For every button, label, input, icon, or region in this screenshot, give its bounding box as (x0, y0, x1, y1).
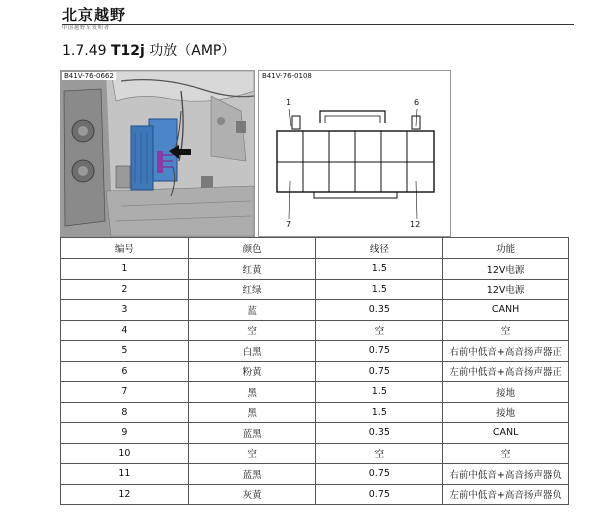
table-row (61, 423, 569, 444)
pin-label-1: 1 (286, 98, 292, 107)
pin-label-12: 12 (410, 220, 421, 229)
section-number: 1.7.49 (62, 43, 107, 59)
table-row (61, 320, 569, 341)
pin-label-7: 7 (286, 220, 292, 229)
wire-color-cell: 黑 (188, 382, 316, 403)
header-rule (62, 24, 574, 25)
pin-number-cell: 9 (61, 423, 189, 444)
wire-color-cell: 蓝黑 (188, 464, 316, 485)
wire-gauge-cell: 0.75 (316, 361, 443, 382)
wire-color-cell: 粉黄 (188, 361, 316, 382)
section-title (62, 40, 235, 60)
wire-gauge-cell: 1.5 (316, 402, 443, 423)
pin-number-cell: 7 (61, 382, 189, 403)
function-cell: CANH (443, 300, 569, 321)
wire-gauge-cell: 空 (316, 320, 443, 341)
wire-gauge-cell: 0.75 (316, 484, 443, 505)
pin-number-cell: 8 (61, 402, 189, 423)
wire-gauge-cell: 0.35 (316, 300, 443, 321)
table-body (61, 259, 569, 505)
header-wire-gauge: 线径 (316, 238, 443, 259)
section-name: 功放（AMP） (149, 43, 236, 59)
connector-outline (259, 71, 450, 236)
pin-number-cell: 5 (61, 341, 189, 362)
table-row (61, 443, 569, 464)
photo-reference-code: B41V-76-0662 (64, 72, 114, 80)
drawing-reference-code: B41V-76-0108 (262, 72, 312, 80)
table-row (61, 341, 569, 362)
wire-color-cell: 红绿 (188, 279, 316, 300)
wire-color-cell: 灰黄 (188, 484, 316, 505)
table-row (61, 300, 569, 321)
function-cell: 空 (443, 443, 569, 464)
pin-label-6: 6 (414, 98, 420, 107)
document-header (62, 4, 126, 31)
header-pin-number: 编号 (61, 238, 189, 259)
table-header-row (61, 238, 569, 259)
header-function: 功能 (443, 238, 569, 259)
pin-number-cell: 11 (61, 464, 189, 485)
table-row (61, 464, 569, 485)
wire-color-cell: 白黑 (188, 341, 316, 362)
function-cell: 左前中低音+高音扬声器正 (443, 361, 569, 382)
wire-color-cell: 蓝 (188, 300, 316, 321)
wire-gauge-cell: 0.75 (316, 341, 443, 362)
function-cell: 右前中低音+高音扬声器负 (443, 464, 569, 485)
wire-gauge-cell: 1.5 (316, 382, 443, 403)
function-cell: 右前中低音+高音扬声器正 (443, 341, 569, 362)
wire-gauge-cell: 1.5 (316, 259, 443, 280)
wire-gauge-cell: 空 (316, 443, 443, 464)
function-cell: 12V电源 (443, 259, 569, 280)
function-cell: 12V电源 (443, 279, 569, 300)
wire-gauge-cell: 1.5 (316, 279, 443, 300)
pin-number-cell: 1 (61, 259, 189, 280)
function-cell: 空 (443, 320, 569, 341)
connector-face-drawing (258, 70, 451, 237)
wire-color-cell: 红黄 (188, 259, 316, 280)
table-row (61, 361, 569, 382)
brand-tagline: 中国越野车发明者 (62, 25, 111, 31)
header-wire-color: 颜色 (188, 238, 316, 259)
component-location-photo (60, 70, 255, 237)
pin-number-cell: 2 (61, 279, 189, 300)
vehicle-interior-illustration (61, 71, 254, 236)
wire-gauge-cell: 0.75 (316, 464, 443, 485)
table-row (61, 484, 569, 505)
pin-number-cell: 10 (61, 443, 189, 464)
brand-logo-text: 北京越野 (62, 6, 127, 24)
function-cell: 接地 (443, 402, 569, 423)
wire-color-cell: 空 (188, 443, 316, 464)
pin-number-cell: 3 (61, 300, 189, 321)
table-row (61, 402, 569, 423)
function-cell: 接地 (443, 382, 569, 403)
function-cell: 左前中低音+高音扬声器负 (443, 484, 569, 505)
table-row (61, 279, 569, 300)
table-row (61, 382, 569, 403)
table-row (61, 259, 569, 280)
wire-color-cell: 蓝黑 (188, 423, 316, 444)
wire-color-cell: 黑 (188, 402, 316, 423)
pin-definition-table (60, 237, 569, 505)
pin-number-cell: 4 (61, 320, 189, 341)
connector-code: T12j (110, 43, 145, 59)
pin-number-cell: 12 (61, 484, 189, 505)
pin-number-cell: 6 (61, 361, 189, 382)
function-cell: CANL (443, 423, 569, 444)
wire-gauge-cell: 0.35 (316, 423, 443, 444)
wire-color-cell: 空 (188, 320, 316, 341)
